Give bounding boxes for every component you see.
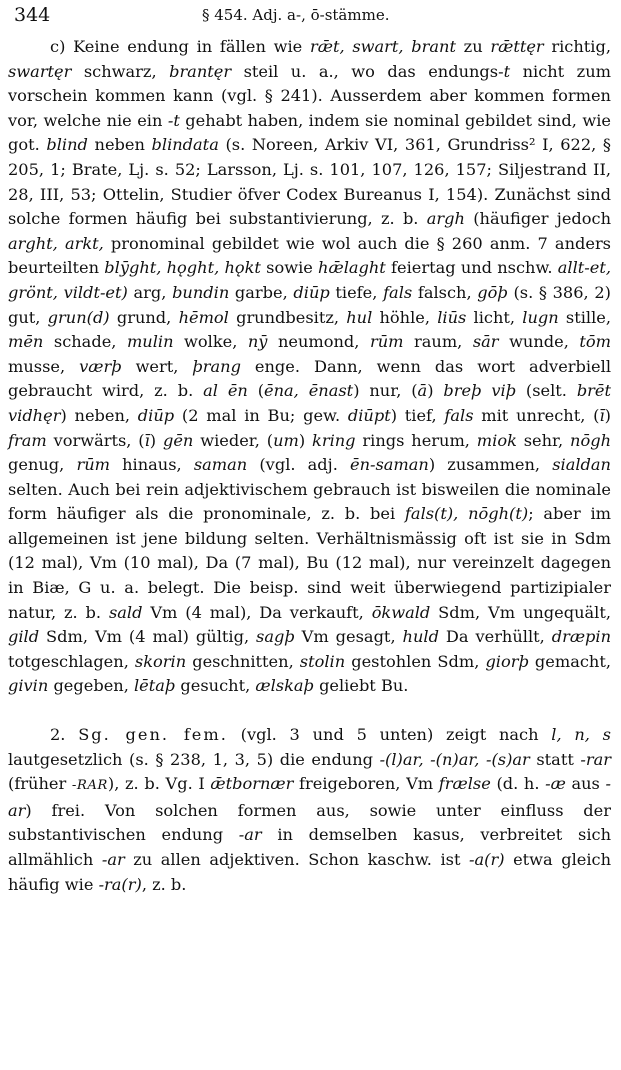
paragraph-2: 2. Sg. gen. fem. (vgl. 3 und 5 unten) zeigt nach l, n, s lautgesetzlich (s. § 238, 1, 3, 5) die endung -(l)ar, -(n)ar, -(s)ar statt -rar (früher -RAR), z. b. Vg. I ǣtbornær freigeboren, Vm frælse (d. h. -æ aus -ar) frei. Von solchen formen aus, sowie unter einfluss der substantivischen endung -ar in demselben kasus, verbreitet sich allmählich -ar zu allen adjektiven. Schon kaschw. ist -a(r) etwa gleich häufig wie -ra(r), z. b.: [8, 725, 612, 894]
page-number: 344: [14, 4, 51, 26]
page-header: [14, 2, 611, 28]
page-body: [8, 35, 611, 897]
running-head: § 454. Adj. a-, ō-stämme.: [202, 6, 390, 24]
paragraph-c: c) Keine endung in fällen wie rǣt, swart, brant zu rǣttęr richtig, swartęr schwarz, brantęr steil u. a., wo das endungs-t nicht zum vorschein kommen kann (vgl. § 241). Ausserdem aber kommen formen vor, welche nie ein -t gehabt haben, indem sie nominal gebildet sind, wie got. blind neben blindata (s. Noreen, Arkiv VI, 361, Grundriss² I, 622, § 205, 1; Brate, Lj. s. 52; Larsson, Lj. s. 101, 107, 126, 157; Siljestrand II, 28, III, 53; Ottelin, Studier öfver Codex Bureanus I, 154). Zunächst sind solche formen häufig bei substantivierung, z. b. argh (häufiger jedoch arght, arkt, pronominal gebildet wie wol auch die § 260 anm. 7 anders beurteilten blȳght, hǫght, hǫkt sowie hǣlaght feiertag und nschw. allt-et, grönt, vildt-et) arg, bundin garbe, diūp tiefe, fals falsch, gōþ (s. § 386, 2) gut, grun(d) grund, hēmol grundbesitz, hul höhle, liūs licht, lugn stille, mēn schade, mulin wolke, nȳ neumond, rūm raum, sār wunde, tōm musse, værþ wert, þrang enge. Dann, wenn das wort adverbiell gebraucht wird, z. b. al ēn (ēna, ēnast) nur, (ā) breþ viþ (selt. brēt vidhęr) neben, diūp (2 mal in Bu; gew. diūpt) tief, fals mit unrecht, (ī) fram vorwärts, (ī) gēn wieder, (um) kring rings herum, miok sehr, nōgh genug, rūm hinaus, saman (vgl. adj. ēn-saman) zusammen, sialdan selten. Auch bei rein adjektivischem gebrauch ist bisweilen die nominale form häufiger als die pronominale, z. b. bei fals(t), nōgh(t); aber im allgemeinen ist jene bildung selten. Verhältnismässig oft ist sie in Sdm (12 mal), Vm (10 mal), Da (7 mal), Bu (12 mal), nur vereinzelt dagegen in Biæ, G u. a. belegt. Die beisp. sind weit überwiegend partizipialer natur, z. b. sald Vm (4 mal), Da verkauft, ōkwald Sdm, Vm ungequält, gild Sdm, Vm (4 mal) gültig, sagþ Vm gesagt, huld Da verhüllt, dræpin totgeschlagen, skorin geschnitten, stolin gestohlen Sdm, giorþ gemacht, givin gegeben, lētaþ gesucht, ælskaþ geliebt Bu.: [8, 37, 612, 696]
